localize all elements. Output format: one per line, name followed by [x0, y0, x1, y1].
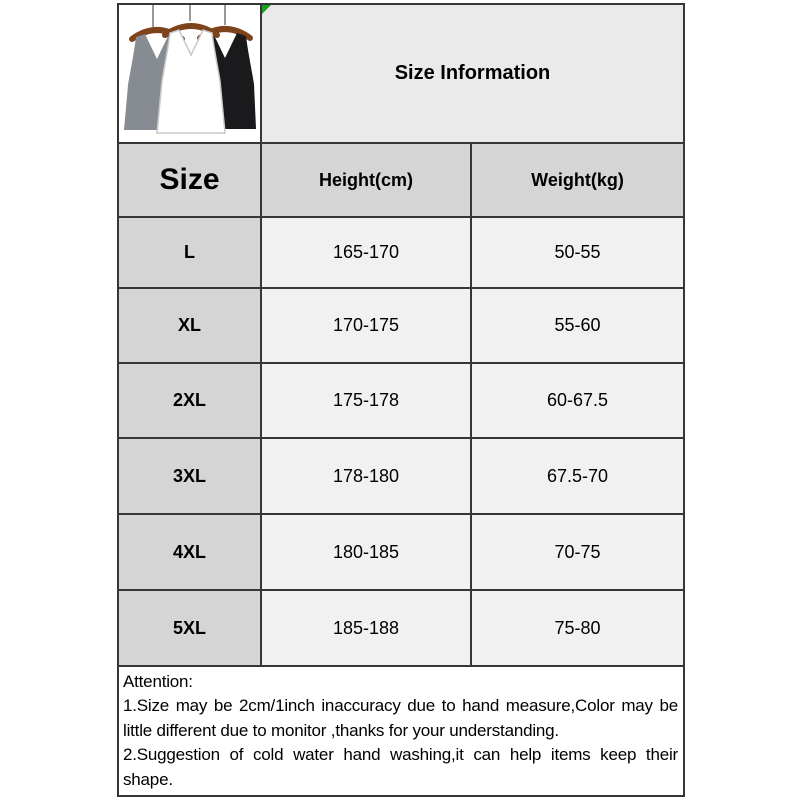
size-information-title [262, 5, 683, 144]
table-header-row [119, 144, 683, 218]
weight-value-cell: 50-55 [472, 218, 683, 289]
height-value-cell: 185-188 [262, 591, 472, 667]
attention-note-2: 2.Suggestion of cold water hand washing,it can help items keep their shape. [123, 745, 678, 789]
weight-value-cell: 75-80 [472, 591, 683, 667]
title-text: Size Information [394, 62, 551, 84]
column-header-height: Height(cm) [262, 144, 472, 218]
height-value-cell: 175-178 [262, 364, 472, 439]
table-row [119, 439, 683, 515]
size-label-cell: 4XL [119, 515, 262, 591]
size-information-table [117, 3, 685, 797]
cell-corner-marker-icon [262, 5, 271, 14]
size-label-cell: XL [119, 289, 262, 364]
product-image [119, 5, 260, 142]
column-header-weight: Weight(kg) [472, 144, 683, 218]
height-value-cell: 165-170 [262, 218, 472, 289]
weight-value-cell: 70-75 [472, 515, 683, 591]
height-value-cell: 180-185 [262, 515, 472, 591]
weight-value-cell: 67.5-70 [472, 439, 683, 515]
attention-note-1: 1.Size may be 2cm/1inch inaccuracy due to hand measure,Color may be little different due to monitor ,thanks for your understanding. [123, 696, 678, 740]
size-label-cell: 3XL [119, 439, 262, 515]
table-row [119, 515, 683, 591]
table-row [119, 364, 683, 439]
product-image-cell [119, 5, 262, 144]
column-header-size: Size [119, 144, 262, 218]
size-label-cell: L [119, 218, 262, 289]
height-value-cell: 170-175 [262, 289, 472, 364]
weight-value-cell: 60-67.5 [472, 364, 683, 439]
attention-row [119, 667, 683, 795]
size-label-cell: 5XL [119, 591, 262, 667]
weight-value-cell: 55-60 [472, 289, 683, 364]
attention-box [119, 667, 683, 795]
table-row [119, 591, 683, 667]
table-row [119, 218, 683, 289]
table-row [119, 289, 683, 364]
attention-heading: Attention: [123, 672, 193, 691]
top-row [119, 5, 683, 144]
size-label-cell: 2XL [119, 364, 262, 439]
height-value-cell: 178-180 [262, 439, 472, 515]
